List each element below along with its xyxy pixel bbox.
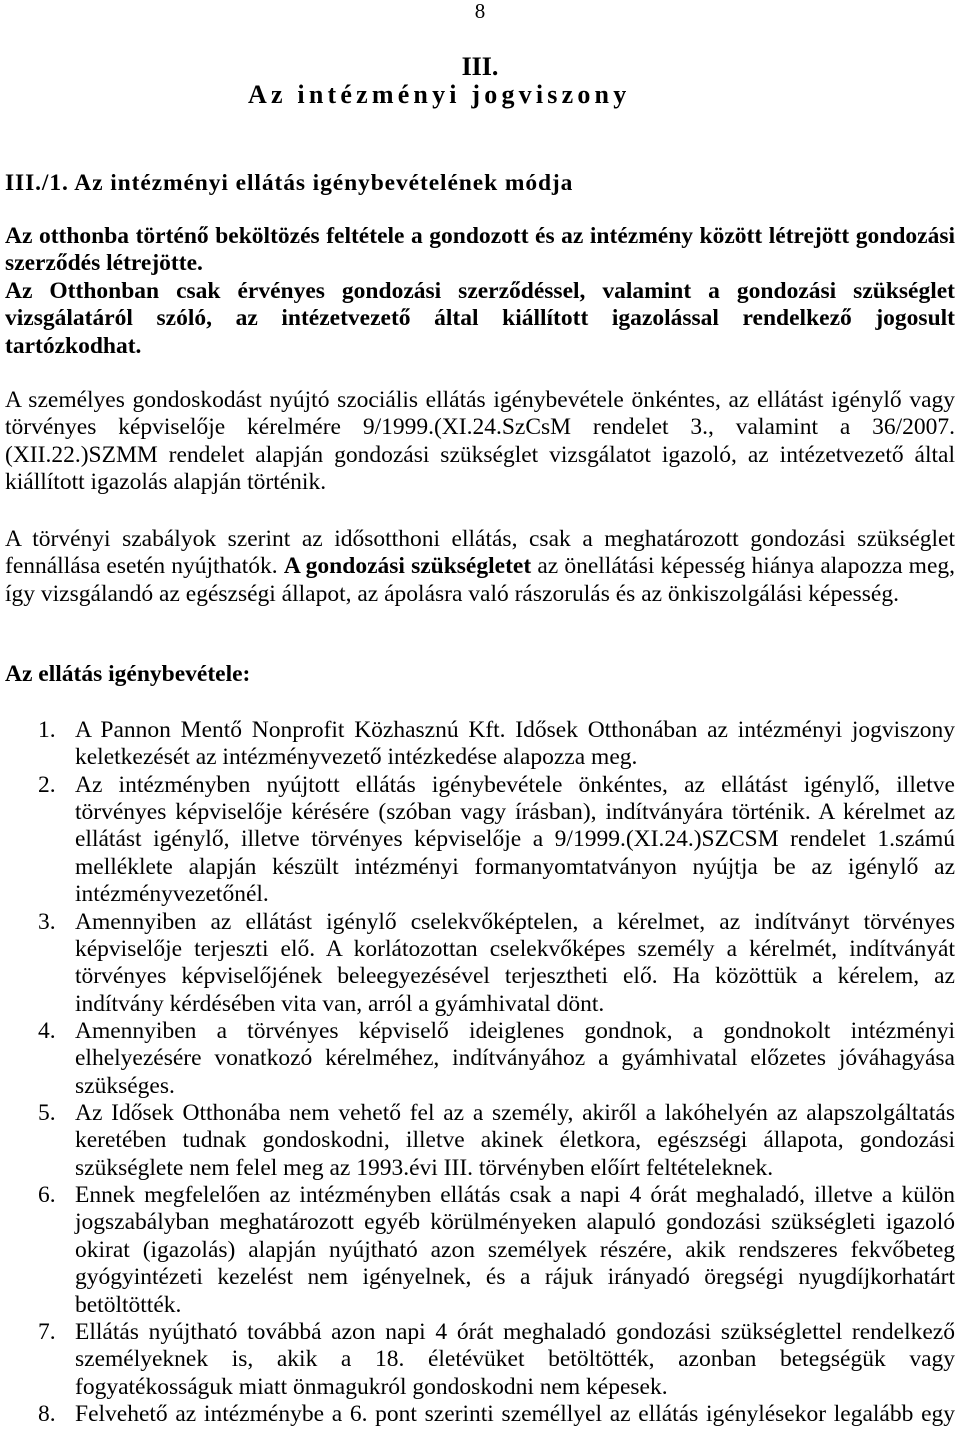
- list-item: [0, 1401, 955, 1428]
- list-item: [0, 772, 955, 909]
- list-item: [0, 1018, 955, 1100]
- page-number: 8: [474, 0, 486, 23]
- intro-block: [5, 223, 955, 360]
- list-item-text: Az Idősek Otthonába nem vehető fel az a személy, akiről a lakóhelyén az alapszolgáltatás keretében tudnak gondoskodni, illetve akinek életkora, egészségi állapota, gondozási szükséglete nem felel meg az 1993.évi III. törvényben előírt feltételeknek.: [75, 1100, 955, 1181]
- list-item-number: 4.: [38, 1017, 56, 1044]
- list-item-number: 6.: [38, 1182, 56, 1209]
- list-item-text: Amennyiben a törvényes képviselő ideiglenes gondnok, a gondnokolt intézményi elhelyezésére vonatkozó kérelméhez, indítványához a gyámhivatal előzetes jóváhagyása szükséges.: [75, 1017, 955, 1099]
- paragraph-text: A törvényi szabályok szerint az idősotthoni ellátás, csak a meghatározott gondozási szükséglet fennállása esetén nyújthatók.: [5, 526, 955, 580]
- list-item: [0, 909, 955, 1018]
- list-item-text: Amennyiben az ellátást igénylő cselekvőképtelen, a kérelmet, az indítványt törvényes képviselője terjeszti elő. A korlátozottan cselekvőképes személy a kérelmét, indítványát törvényes képviselőjének beleegyezésével terjesztheti elő. Ha közöttük a kérelem, az indítvány kérdésében vita van, arról a gyámhivatal dönt.: [75, 908, 955, 1017]
- chapter-title: Az intézményi jogviszony: [248, 80, 631, 109]
- list-item-number: 2.: [38, 771, 56, 798]
- numbered-list: [0, 717, 960, 1428]
- bold-text: A gondozási szükségletet: [283, 553, 532, 580]
- list-item: [0, 717, 955, 772]
- list-item-text: A Pannon Mentő Nonprofit Közhasznú Kft. Idősek Otthonában az intézményi jogviszony keletkezését az intézményvezető intézkedése alapozza meg.: [75, 717, 955, 771]
- section-heading: III./1. Az intézményi ellátás igénybevételének módja: [5, 170, 574, 196]
- subheading: Az ellátás igénybevétele:: [5, 661, 251, 687]
- list-item-text: Felvehető az intézménybe a 6. pont szerinti személlyel az ellátás igénylésekor legalább egy: [75, 1400, 955, 1427]
- list-item-number: 8.: [38, 1400, 56, 1427]
- list-item: [0, 1319, 955, 1401]
- list-item-number: 3.: [38, 908, 56, 935]
- list-item: [0, 1182, 955, 1319]
- chapter-number: III.: [461, 52, 499, 81]
- paragraph-residence-condition: Az Otthonban csak érvényes gondozási szerződéssel, valamint a gondozási szükséglet vizsgálatáról szóló, az intézetvezető által kiállított igazolással rendelkező jogosult tartózkodhat.: [5, 277, 955, 359]
- list-item-number: 5.: [38, 1100, 56, 1127]
- paragraph-text: az önellátási képesség hiánya alapozza meg, így vizsgálandó az egészségi állapot, az ápolásra való rászorulás és az önkiszolgálási képesség.: [5, 553, 956, 607]
- paragraph-legal-rules: [5, 526, 955, 608]
- list-item-number: 1.: [38, 717, 56, 743]
- list-item-number: 7.: [38, 1318, 56, 1345]
- list-item-text: Ennek megfelelően az intézményben ellátás csak a napi 4 órát meghaladó, illetve a külön jogszabályban meghatározott egyéb körülményeken alapuló gondozási szükségleti igazoló okirat (igazolás) alapján nyújtható azon személyek részére, akik rendszeres fekvőbeteg gyógyintézeti kezelést nem igényelnek, és a rájuk irányadó öregségi nyugdíjkorhatárt betöltötték.: [75, 1182, 955, 1318]
- paragraph-voluntary-use: A személyes gondoskodást nyújtó szociális ellátás igénybevétele önkéntes, az ellátást igénylő vagy törvényes képviselője kérelmére 9/1999.(XI.24.SzCsM rendelet 3., valamint a 36/2007. (XII.22.)SZMM rendelet alapján gondozási szükséglet vizsgálatot igazoló, az intézetvezető által kiállított igazolás alapján történik.: [5, 387, 955, 496]
- list-item-text: Ellátás nyújtható továbbá azon napi 4 órát meghaladó gondozási szükséglettel rendelkező személyeknek is, akik a 18. életévüket betöltötték, azonban betegségük vagy fogyatékosságuk miatt önmagukról gondoskodni nem képesek.: [75, 1318, 955, 1400]
- list-item-text: Az intézményben nyújtott ellátás igénybevétele önkéntes, az ellátást igénylő, illetve törvényes képviselője kérésére (szóban vagy írásban), indítványára történik. A kérelmet az ellátást igénylő, illetve törvényes képviselője a 9/1999.(XI.24.)SZCSM rendelet 1.számú melléklete alapján készült intézményi formanyomtatványon nyújtja be az igénylő az intézményvezetőnél.: [75, 771, 955, 908]
- list-item: [0, 1100, 955, 1182]
- paragraph-move-in-condition: Az otthonba történő beköltözés feltétele a gondozott és az intézmény között létrejött gondozási szerződés létrejötte.: [5, 223, 955, 277]
